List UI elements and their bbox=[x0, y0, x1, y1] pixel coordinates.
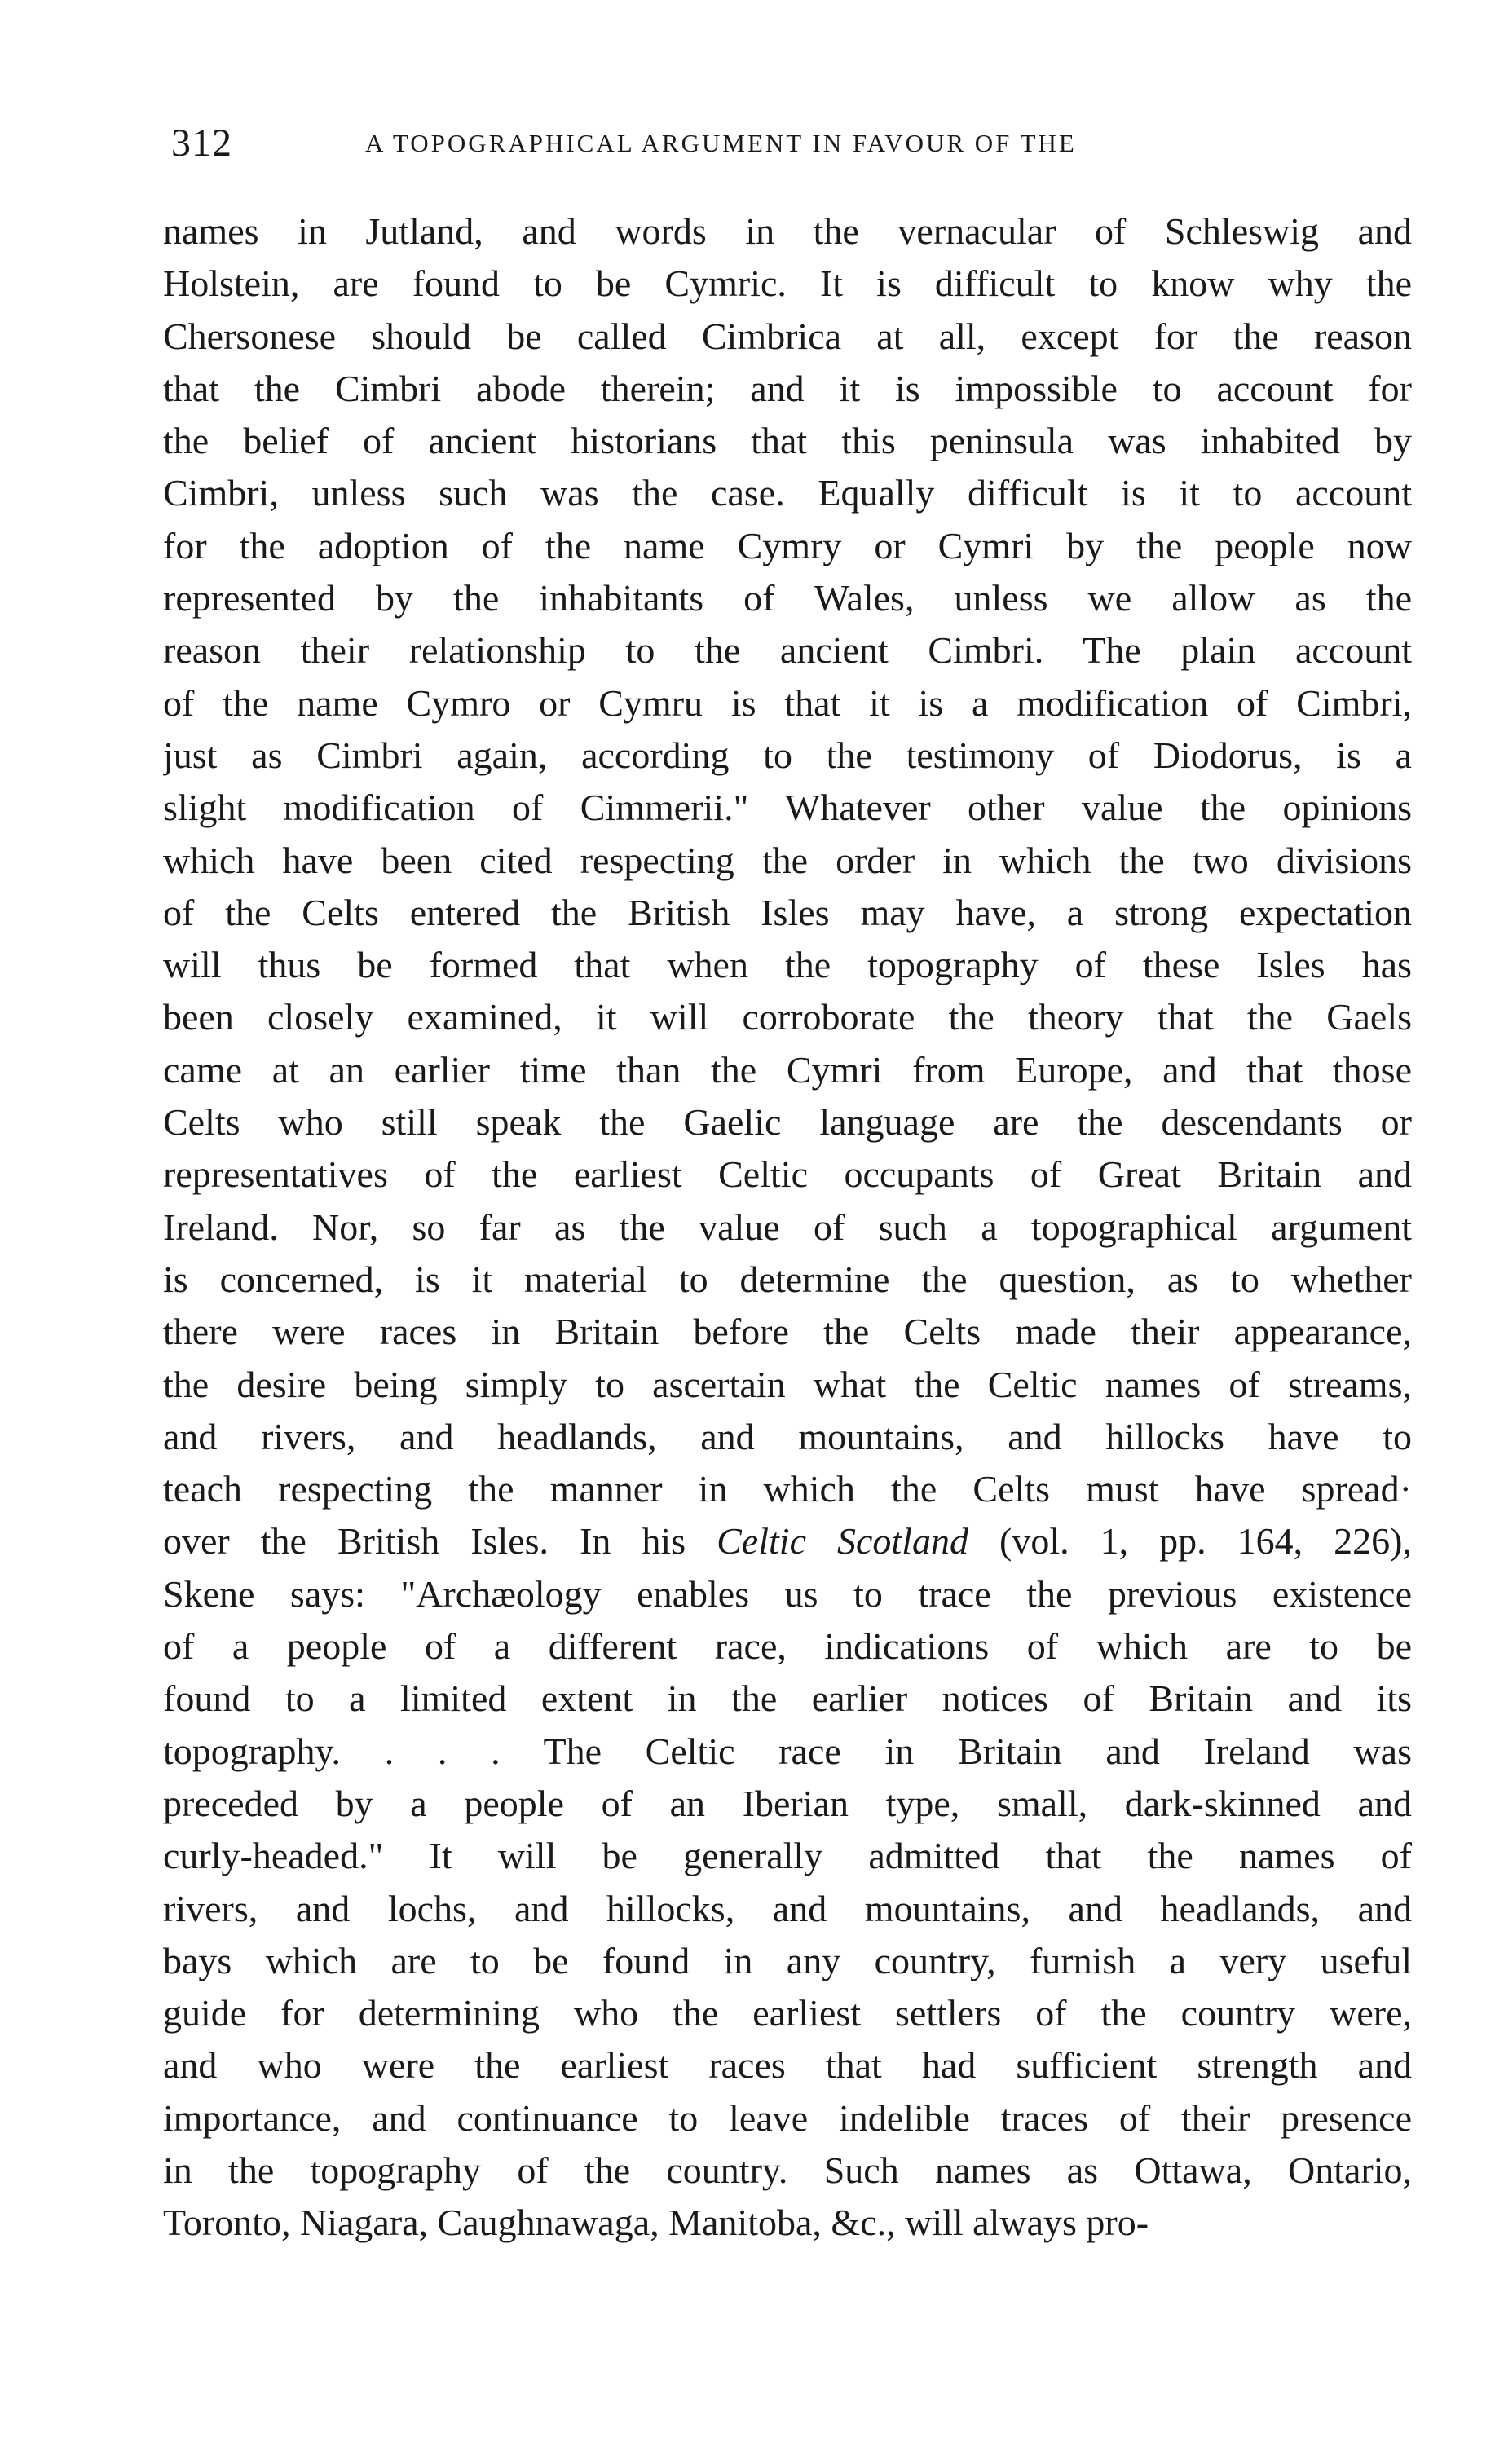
text-line-content: Celts who still speak the Gaelic language are the descendants or bbox=[163, 1101, 1412, 1144]
text-line-content: names in Jutland, and words in the vernacular of Schleswig and bbox=[163, 210, 1412, 252]
text-line bbox=[163, 1201, 1412, 1254]
text-line bbox=[163, 835, 1412, 887]
text-line bbox=[163, 311, 1412, 363]
text-line-content: represented by the inhabitants of Wales, unless we allow as the bbox=[163, 577, 1412, 619]
text-line-content: reason their relationship to the ancient Cimbri. The plain account bbox=[163, 629, 1412, 672]
text-line bbox=[163, 730, 1412, 782]
text-line-content: teach respecting the manner in which the Celts must have spread· bbox=[163, 1468, 1412, 1510]
running-title: A TOPOGRAPHICAL ARGUMENT IN FAVOUR OF THE bbox=[365, 129, 1077, 157]
text-line bbox=[163, 1306, 1412, 1358]
body-text bbox=[163, 205, 1412, 2250]
text-line-content: preceded by a people of an Iberian type, small, dark-skinned and bbox=[163, 1782, 1412, 1824]
text-line-content: rivers, and lochs, and hillocks, and mountains, and headlands, and bbox=[163, 1887, 1412, 1929]
text-line-content: and rivers, and headlands, and mountains, and hillocks have to bbox=[163, 1415, 1412, 1457]
text-line-content: been closely examined, it will corroborate the theory that the Gaels bbox=[163, 996, 1412, 1038]
text-line-content: slight modification of Cimmerii." Whatever other value the opinions bbox=[163, 787, 1412, 829]
text-line-content: which have been cited respecting the order in which the two divisions bbox=[163, 839, 1412, 881]
text-line bbox=[163, 1411, 1412, 1463]
text-line-content: of the Celts entered the British Isles may have, a strong expectation bbox=[163, 891, 1412, 933]
text-line bbox=[163, 1568, 1412, 1620]
text-line bbox=[163, 1935, 1412, 1987]
text-line bbox=[163, 1359, 1412, 1411]
text-line-content: for the adoption of the name Cymry or Cymri by the people now bbox=[163, 524, 1412, 566]
text-line-content: Cimbri, unless such was the case. Equally difficult is it to account bbox=[163, 472, 1412, 514]
text-line bbox=[163, 1044, 1412, 1096]
text-line bbox=[163, 1463, 1412, 1515]
text-line bbox=[163, 1515, 1412, 1567]
text-line bbox=[163, 624, 1412, 677]
text-line-content: that the Cimbri abode therein; and it is impossible to account for bbox=[163, 367, 1412, 409]
text-line bbox=[163, 1778, 1412, 1830]
text-line bbox=[163, 415, 1412, 467]
text-line-content: Toronto, Niagara, Caughnawaga, Manitoba, &c., will always pro- bbox=[163, 2202, 1149, 2244]
text-line bbox=[163, 205, 1412, 258]
text-line bbox=[163, 572, 1412, 624]
text-line bbox=[163, 782, 1412, 834]
text-line bbox=[163, 1673, 1412, 1725]
text-line bbox=[163, 2039, 1412, 2092]
text-line-content: the desire being simply to ascertain what the Celtic names of streams, bbox=[163, 1363, 1412, 1405]
text-line bbox=[163, 1254, 1412, 1306]
text-line bbox=[163, 1987, 1412, 2039]
text-line-content: Chersonese should be called Cimbrica at all, except for the reason bbox=[163, 315, 1412, 357]
text-line bbox=[163, 1096, 1412, 1148]
text-line-content: found to a limited extent in the earlier notices of Britain and its bbox=[163, 1677, 1412, 1720]
text-line bbox=[163, 1148, 1412, 1201]
text-line bbox=[163, 2197, 1412, 2249]
text-line bbox=[163, 887, 1412, 939]
text-line-content: guide for determining who the earliest settlers of the country were, bbox=[163, 1992, 1412, 2034]
text-line-content: there were races in Britain before the Celts made their appearance, bbox=[163, 1311, 1412, 1353]
text-line-content: Holstein, are found to be Cymric. It is difficult to know why the bbox=[163, 262, 1412, 305]
text-line-content: over the British Isles. In his Celtic Scotland (vol. 1, pp. 164, 226), bbox=[163, 1520, 1412, 1563]
text-line bbox=[163, 1830, 1412, 1882]
text-line-content: topography. . . . The Celtic race in Britain and Ireland was bbox=[163, 1730, 1412, 1772]
page-number: 312 bbox=[171, 121, 232, 165]
text-line-content: of the name Cymro or Cymru is that it is a modification of Cimbri, bbox=[163, 681, 1412, 724]
text-line bbox=[163, 467, 1412, 519]
text-line-content: bays which are to be found in any country, furnish a very useful bbox=[163, 1939, 1412, 1981]
running-head bbox=[171, 121, 1361, 170]
text-line-content: of a people of a different race, indications of which are to be bbox=[163, 1625, 1412, 1668]
book-title: Celtic Scotland bbox=[717, 1520, 968, 1563]
text-line-content: importance, and continuance to leave indelible traces of their presence bbox=[163, 2096, 1412, 2139]
text-line bbox=[163, 991, 1412, 1043]
text-line bbox=[163, 363, 1412, 415]
text-line bbox=[163, 2092, 1412, 2144]
text-line-content: just as Cimbri again, according to the testimony of Diodorus, is a bbox=[163, 734, 1412, 776]
text-line bbox=[163, 1726, 1412, 1778]
text-line bbox=[163, 258, 1412, 310]
text-line bbox=[163, 1620, 1412, 1673]
text-line-content: in the topography of the country. Such names as Ottawa, Ontario, bbox=[163, 2149, 1412, 2191]
text-line-content: Ireland. Nor, so far as the value of such a topographical argument bbox=[163, 1206, 1412, 1248]
text-line-content: came at an earlier time than the Cymri from Europe, and that those bbox=[163, 1048, 1412, 1091]
text-line bbox=[163, 520, 1412, 572]
text-line bbox=[163, 2144, 1412, 2197]
text-line-content: and who were the earliest races that had sufficient strength and bbox=[163, 2044, 1412, 2087]
text-line-content: will thus be formed that when the topography of these Isles has bbox=[163, 944, 1412, 986]
text-line-content: representatives of the earliest Celtic occupants of Great Britain and bbox=[163, 1153, 1412, 1196]
text-line bbox=[163, 677, 1412, 730]
text-line-content: is concerned, is it material to determine the question, as to whether bbox=[163, 1258, 1412, 1300]
text-line bbox=[163, 939, 1412, 991]
text-line-content: curly-headed." It will be generally admitted that the names of bbox=[163, 1835, 1412, 1877]
text-line-content: Skene says: "Archæology enables us to trace the previous existence bbox=[163, 1572, 1412, 1615]
text-line bbox=[163, 1883, 1412, 1935]
text-line-content: the belief of ancient historians that this peninsula was inhabited by bbox=[163, 420, 1412, 462]
